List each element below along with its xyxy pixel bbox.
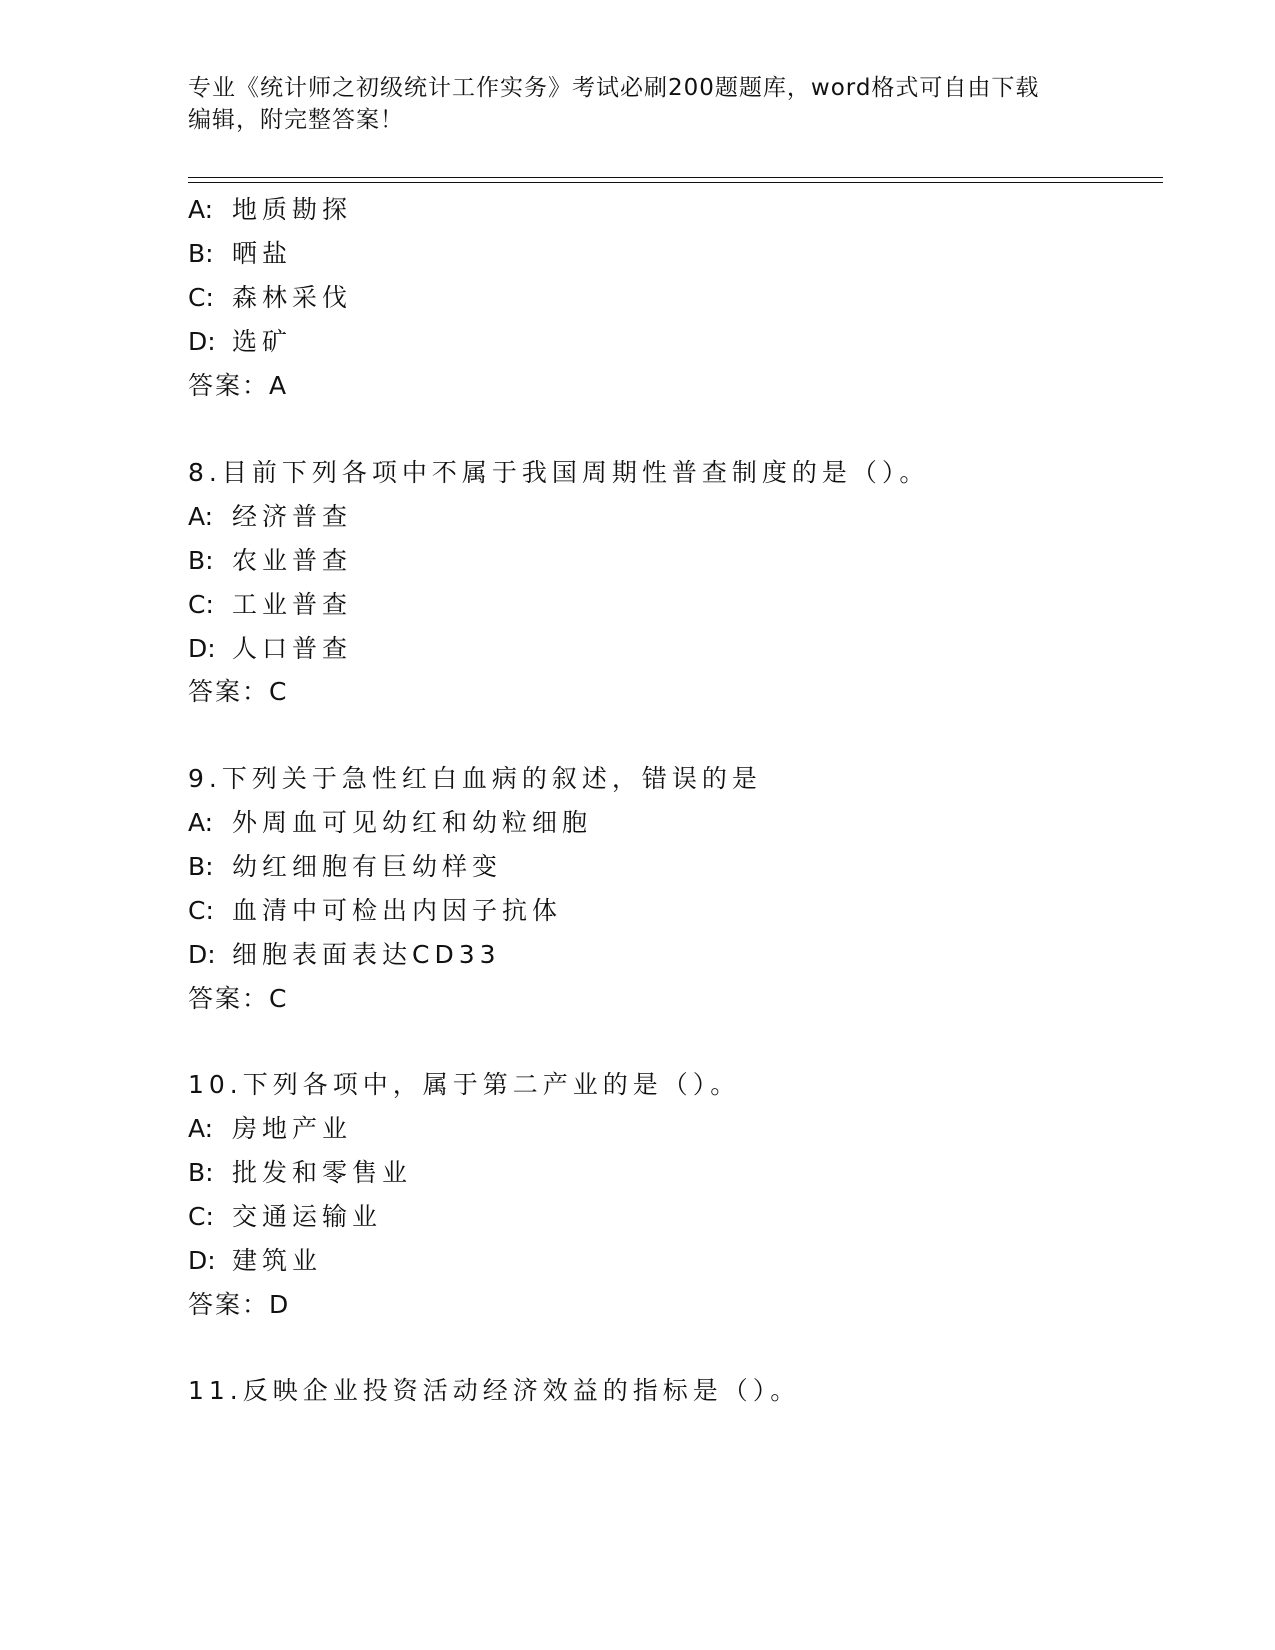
option-key: B: — [188, 239, 214, 268]
option-text: 地质勘探 — [232, 195, 353, 224]
option-key: D: — [188, 634, 216, 663]
option-key: B: — [188, 1158, 214, 1187]
q8-option-b — [188, 544, 352, 578]
q8-option-a — [188, 500, 352, 534]
option-key: A: — [188, 502, 214, 531]
q8-option-d — [188, 632, 352, 666]
option-text: 工业普查 — [232, 590, 353, 619]
q9-question: 9.下列关于急性红白血病的叙述，错误的是 — [188, 764, 762, 793]
option-key: B: — [188, 546, 214, 575]
option-key: A: — [188, 195, 214, 224]
q9-option-a — [188, 806, 592, 840]
q9-option-d — [188, 938, 501, 972]
q7-option-b — [188, 237, 292, 271]
header-divider-top — [188, 177, 1163, 178]
header-line-2: 编辑，附完整答案！ — [188, 107, 404, 133]
q7-option-c — [188, 281, 352, 315]
option-text: 细胞表面表达CD33 — [232, 940, 501, 969]
option-key: A: — [188, 808, 214, 837]
q7-option-d — [188, 325, 292, 359]
option-text: 人口普查 — [232, 634, 353, 663]
q10-option-b — [188, 1156, 412, 1190]
q8-question: 8.目前下列各项中不属于我国周期性普查制度的是（）。 — [188, 458, 930, 487]
q9-option-b — [188, 850, 502, 884]
q10-question: 10.下列各项中，属于第二产业的是（）。 — [188, 1070, 741, 1099]
option-text: 选矿 — [232, 327, 293, 356]
option-text: 森林采伐 — [232, 283, 353, 312]
option-key: C: — [188, 1202, 214, 1231]
option-key: D: — [188, 327, 216, 356]
q7-option-a — [188, 193, 352, 227]
q9-answer: 答案：C — [188, 984, 289, 1013]
option-key: D: — [188, 1246, 216, 1275]
option-text: 房地产业 — [232, 1114, 353, 1143]
option-text: 农业普查 — [232, 546, 353, 575]
option-text: 建筑业 — [232, 1246, 323, 1275]
option-text: 交通运输业 — [232, 1202, 383, 1231]
header-line-1: 专业《统计师之初级统计工作实务》考试必刷200题题库，word格式可自由下载 — [188, 75, 1040, 101]
option-text: 幼红细胞有巨幼样变 — [232, 852, 503, 881]
option-key: C: — [188, 590, 214, 619]
option-key: D: — [188, 940, 216, 969]
option-text: 血清中可检出内因子抗体 — [232, 896, 563, 925]
q10-option-c — [188, 1200, 382, 1234]
option-key: C: — [188, 896, 214, 925]
option-key: C: — [188, 283, 214, 312]
option-key: B: — [188, 852, 214, 881]
q11-question: 11.反映企业投资活动经济效益的指标是（）。 — [188, 1376, 801, 1405]
q10-option-d — [188, 1244, 322, 1278]
option-text: 晒盐 — [232, 239, 293, 268]
q8-answer: 答案：C — [188, 677, 289, 706]
option-text: 批发和零售业 — [232, 1158, 413, 1187]
header-divider-bottom — [188, 182, 1163, 183]
option-text: 外周血可见幼红和幼粒细胞 — [232, 808, 593, 837]
document-header — [188, 72, 1088, 136]
q9-option-c — [188, 894, 562, 928]
option-text: 经济普查 — [232, 502, 353, 531]
q7-answer: 答案：A — [188, 371, 289, 400]
q8-option-c — [188, 588, 352, 622]
option-key: A: — [188, 1114, 214, 1143]
q10-option-a — [188, 1112, 352, 1146]
q10-answer: 答案：D — [188, 1290, 291, 1319]
